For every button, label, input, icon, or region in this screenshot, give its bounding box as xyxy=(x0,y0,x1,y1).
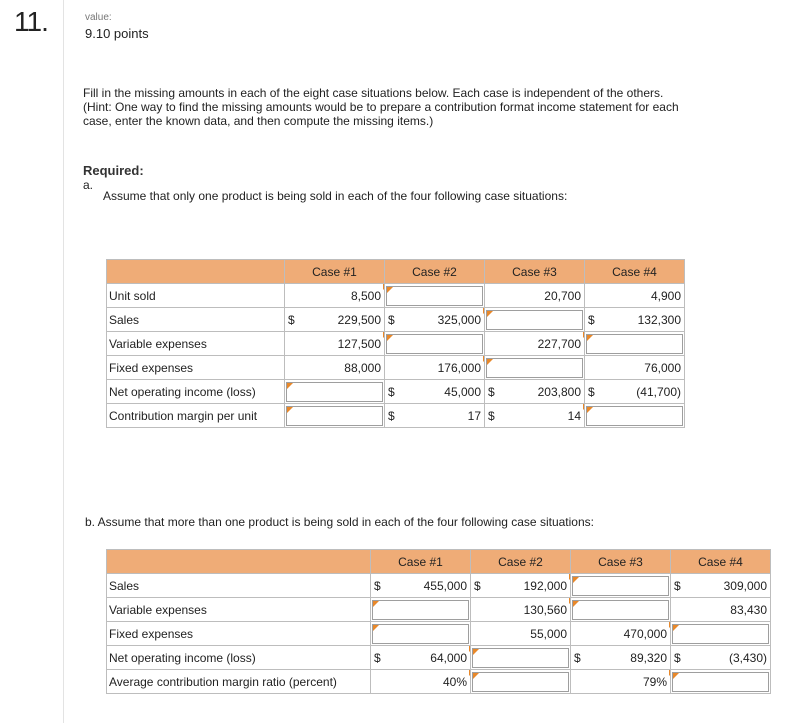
part-b-cell-case-1 xyxy=(371,670,471,694)
dollar-sign: $ xyxy=(674,650,681,665)
dollar-sign: $ xyxy=(474,578,481,593)
part-b-cell-case-3 xyxy=(571,574,671,598)
part-a-cell-case-2 xyxy=(385,284,485,308)
part-b-cell-case-1 xyxy=(371,598,471,622)
part-b-header-case-1: Case #1 xyxy=(371,550,471,574)
cell-value: 203,800 xyxy=(537,384,581,399)
cell-value: (41,700) xyxy=(636,384,681,399)
vertical-divider xyxy=(63,0,64,723)
value-label: value: xyxy=(85,12,112,23)
part-a-cell-case-3 xyxy=(485,380,585,404)
row-label: Fixed expenses xyxy=(107,356,285,380)
question-instructions: Fill in the missing amounts in each of the eight case situations below. Each case is independent of the others. (Hint: One way to find the missing amounts would be to prepare a contribution format income statement for each case, enter the known data, and then compute the missing items.) xyxy=(83,86,679,128)
cell-value: 455,000 xyxy=(423,578,467,593)
part-b-cell-case-3 xyxy=(571,598,671,622)
answer-value[interactable] xyxy=(385,356,484,379)
dollar-sign: $ xyxy=(488,384,495,399)
cell-value: 470,000 xyxy=(623,626,667,641)
cell-value: 45,000 xyxy=(444,384,481,399)
answer-value[interactable] xyxy=(571,622,670,645)
dollar-sign: $ xyxy=(588,312,595,327)
part-b-header-case-3: Case #3 xyxy=(571,550,671,574)
cell-value: 55,000 xyxy=(530,626,567,641)
cell-value: 88,000 xyxy=(344,360,381,375)
cell-value: 4,900 xyxy=(650,288,681,303)
cell-value: 130,560 xyxy=(523,602,567,617)
cell-value: 227,700 xyxy=(537,336,581,351)
part-a-cell-case-3 xyxy=(485,404,585,428)
part-b-cell-case-3 xyxy=(571,646,671,670)
row-label: Contribution margin per unit xyxy=(107,404,285,428)
answer-value[interactable] xyxy=(671,598,770,621)
points-value: 9.10 points xyxy=(85,26,149,41)
answer-input-field[interactable] xyxy=(672,672,769,692)
row-label: Average contribution margin ratio (percent) xyxy=(107,670,371,694)
part-a-cell-case-3 xyxy=(485,332,585,356)
answer-value[interactable] xyxy=(285,332,384,355)
answer-input-field[interactable] xyxy=(372,624,469,644)
answer-input-field[interactable] xyxy=(586,406,683,426)
cell-value: 8,500 xyxy=(350,288,381,303)
answer-value[interactable] xyxy=(571,646,670,669)
part-b-cell-case-2 xyxy=(471,646,571,670)
table-row xyxy=(107,380,685,404)
part-b-cell-case-2 xyxy=(471,598,571,622)
table-row xyxy=(107,622,771,646)
answer-input-field[interactable] xyxy=(386,286,483,306)
part-b-text: b. Assume that more than one product is being sold in each of the four following case situations: xyxy=(85,515,594,529)
cell-value: 309,000 xyxy=(723,578,767,593)
part-a-cell-case-1 xyxy=(285,308,385,332)
dollar-sign: $ xyxy=(388,408,395,423)
part-b-cell-case-2 xyxy=(471,622,571,646)
part-b-cell-case-3 xyxy=(571,670,671,694)
table-row xyxy=(107,646,771,670)
part-b-header-case-4: Case #4 xyxy=(671,550,771,574)
part-b-cell-case-2 xyxy=(471,670,571,694)
answer-value[interactable] xyxy=(671,574,770,597)
part-a-cell-case-4 xyxy=(585,380,685,404)
dollar-sign: $ xyxy=(388,384,395,399)
table-row xyxy=(107,284,685,308)
row-label: Sales xyxy=(107,308,285,332)
answer-value[interactable] xyxy=(471,598,570,621)
dollar-sign: $ xyxy=(588,384,595,399)
part-a-cell-case-2 xyxy=(385,380,485,404)
dollar-sign: $ xyxy=(674,578,681,593)
answer-value[interactable] xyxy=(471,574,570,597)
cell-value: 20,700 xyxy=(544,288,581,303)
answer-input-field[interactable] xyxy=(472,648,569,668)
part-b-header-blank xyxy=(107,550,371,574)
row-label: Variable expenses xyxy=(107,598,371,622)
dollar-sign: $ xyxy=(374,578,381,593)
part-a-cell-case-1 xyxy=(285,380,385,404)
part-a-header-case-2: Case #2 xyxy=(385,260,485,284)
answer-value[interactable] xyxy=(385,380,484,403)
answer-value[interactable] xyxy=(371,670,470,693)
part-b-cell-case-1 xyxy=(371,646,471,670)
answer-input-field[interactable] xyxy=(572,576,669,596)
part-b-cell-case-2 xyxy=(471,574,571,598)
dollar-sign: $ xyxy=(288,312,295,327)
answer-value[interactable] xyxy=(485,284,584,307)
cell-value: 17 xyxy=(467,408,481,423)
part-a-header-case-3: Case #3 xyxy=(485,260,585,284)
answer-input-field[interactable] xyxy=(286,382,383,402)
dollar-sign: $ xyxy=(488,408,495,423)
answer-value[interactable] xyxy=(371,646,470,669)
part-a-cell-case-2 xyxy=(385,356,485,380)
cell-value: 229,500 xyxy=(337,312,381,327)
table-row xyxy=(107,308,685,332)
part-b-cell-case-4 xyxy=(671,646,771,670)
part-a-cell-case-4 xyxy=(585,308,685,332)
part-a-cell-case-2 xyxy=(385,332,485,356)
dollar-sign: $ xyxy=(374,650,381,665)
part-a-header-case-4: Case #4 xyxy=(585,260,685,284)
answer-value[interactable] xyxy=(485,380,584,403)
answer-value[interactable] xyxy=(671,646,770,669)
answer-value[interactable] xyxy=(585,380,684,403)
table-part-a xyxy=(106,259,685,428)
cell-value: 76,000 xyxy=(644,360,681,375)
part-a-cell-case-1 xyxy=(285,284,385,308)
answer-value[interactable] xyxy=(571,670,670,693)
answer-value[interactable] xyxy=(585,308,684,331)
answer-value[interactable] xyxy=(485,404,584,427)
dollar-sign: $ xyxy=(388,312,395,327)
cell-value: 325,000 xyxy=(437,312,481,327)
part-a-header-case-1: Case #1 xyxy=(285,260,385,284)
part-a-cell-case-4 xyxy=(585,284,685,308)
answer-value[interactable] xyxy=(285,356,384,379)
cell-value: (3,430) xyxy=(728,650,767,665)
table-row xyxy=(107,356,685,380)
part-b-cell-case-4 xyxy=(671,622,771,646)
part-b-cell-case-1 xyxy=(371,574,471,598)
part-a-header-blank xyxy=(107,260,285,284)
answer-input-field[interactable] xyxy=(586,334,683,354)
part-a-cell-case-2 xyxy=(385,404,485,428)
part-a-cell-case-3 xyxy=(485,356,585,380)
part-a-cell-case-3 xyxy=(485,284,585,308)
answer-value[interactable] xyxy=(285,284,384,307)
part-b-cell-case-4 xyxy=(671,670,771,694)
answer-input-field[interactable] xyxy=(572,600,669,620)
answer-input-field[interactable] xyxy=(386,334,483,354)
required-label: Required: xyxy=(83,163,144,178)
cell-value: 192,000 xyxy=(523,578,567,593)
cell-value: 83,430 xyxy=(730,602,767,617)
part-a-cell-case-4 xyxy=(585,356,685,380)
part-b-cell-case-4 xyxy=(671,574,771,598)
table-row xyxy=(107,598,771,622)
answer-input-field[interactable] xyxy=(486,310,583,330)
part-b-cell-case-4 xyxy=(671,598,771,622)
answer-value[interactable] xyxy=(285,308,384,331)
row-label: Net operating income (loss) xyxy=(107,646,371,670)
part-a-cell-case-3 xyxy=(485,308,585,332)
dollar-sign: $ xyxy=(574,650,581,665)
cell-value: 127,500 xyxy=(337,336,381,351)
answer-value[interactable] xyxy=(585,284,684,307)
answer-input-field[interactable] xyxy=(672,624,769,644)
table-row xyxy=(107,574,771,598)
answer-value[interactable] xyxy=(585,356,684,379)
table-part-b xyxy=(106,549,771,694)
answer-input-field[interactable] xyxy=(286,406,383,426)
part-a-cell-case-4 xyxy=(585,332,685,356)
part-b-cell-case-3 xyxy=(571,622,671,646)
answer-input-field[interactable] xyxy=(372,600,469,620)
row-label: Unit sold xyxy=(107,284,285,308)
part-b-header-case-2: Case #2 xyxy=(471,550,571,574)
cell-value: 40% xyxy=(442,674,467,689)
cell-value: 89,320 xyxy=(630,650,667,665)
answer-value[interactable] xyxy=(385,404,484,427)
answer-input-field[interactable] xyxy=(486,358,583,378)
part-a-cell-case-2 xyxy=(385,308,485,332)
part-a-cell-case-1 xyxy=(285,404,385,428)
answer-value[interactable] xyxy=(385,308,484,331)
answer-input-field[interactable] xyxy=(472,672,569,692)
part-a-cell-case-1 xyxy=(285,332,385,356)
row-label: Net operating income (loss) xyxy=(107,380,285,404)
question-number: 11. xyxy=(14,6,48,37)
cell-value: 14 xyxy=(567,408,581,423)
part-a-letter: a. xyxy=(83,178,94,192)
row-label: Sales xyxy=(107,574,371,598)
table-row xyxy=(107,670,771,694)
cell-value: 79% xyxy=(642,674,667,689)
table-row xyxy=(107,404,685,428)
part-a-text: Assume that only one product is being sold in each of the four following case situations: xyxy=(103,189,568,203)
part-a-cell-case-1 xyxy=(285,356,385,380)
answer-value[interactable] xyxy=(371,574,470,597)
part-a-cell-case-4 xyxy=(585,404,685,428)
answer-value[interactable] xyxy=(471,622,570,645)
part-b-cell-case-1 xyxy=(371,622,471,646)
cell-value: 132,300 xyxy=(637,312,681,327)
row-label: Fixed expenses xyxy=(107,622,371,646)
cell-value: 176,000 xyxy=(437,360,481,375)
answer-value[interactable] xyxy=(485,332,584,355)
cell-value: 64,000 xyxy=(430,650,467,665)
row-label: Variable expenses xyxy=(107,332,285,356)
table-row xyxy=(107,332,685,356)
